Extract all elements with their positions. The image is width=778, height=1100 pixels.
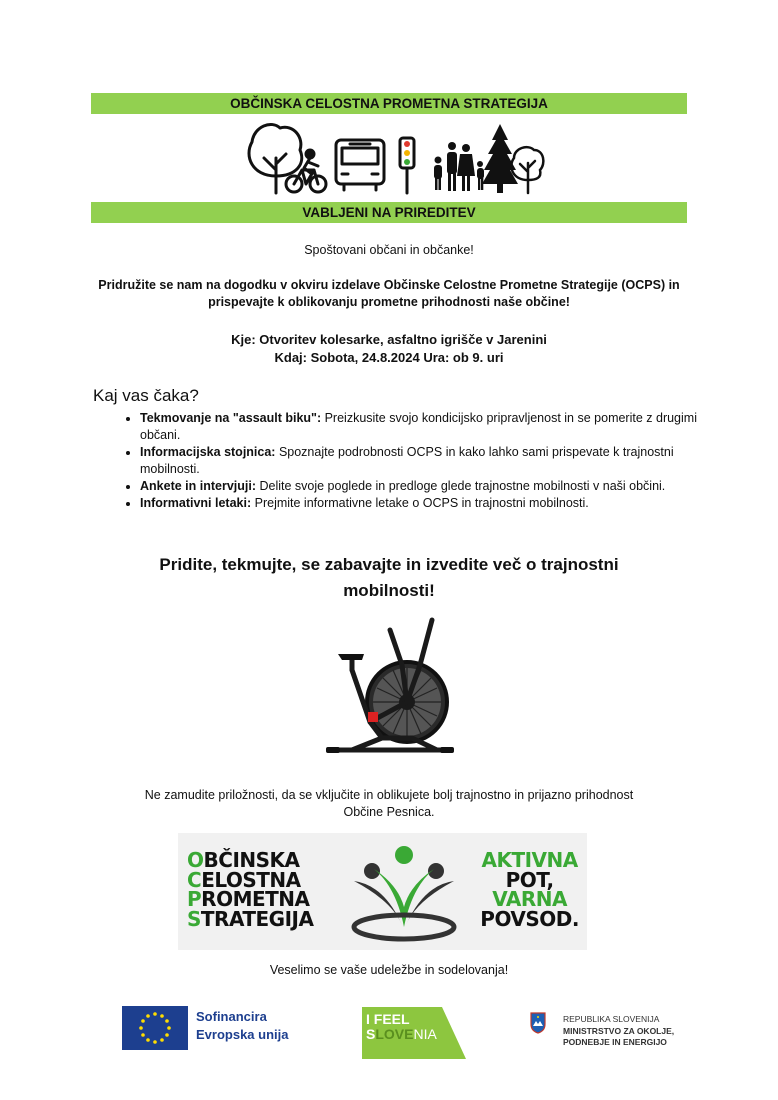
section-title: Kaj vas čaka?: [93, 386, 199, 405]
logo-word: BČINSKA: [203, 848, 300, 872]
logo-initial: S: [187, 906, 201, 931]
slogan: [60, 552, 718, 604]
i-feel-slovenia-logo: [362, 1007, 466, 1059]
event-details: [60, 331, 718, 367]
activities-list: [112, 410, 720, 512]
item-text: Prejmite informativne letake o OCPS in trajnostni mobilnosti.: [251, 496, 589, 510]
logo-word: ELOSTNA: [201, 867, 301, 892]
ocps-logo: [178, 833, 587, 950]
eu-flag-icon: [122, 1006, 188, 1050]
ministry-text: [563, 1014, 674, 1049]
logo-slogan-line: POT,: [505, 867, 554, 892]
eu-line-1: Sofinancira: [196, 1009, 267, 1024]
assault-bike-image: [312, 610, 462, 762]
ifeel-nia: NIA: [413, 1026, 437, 1042]
item-title: Informativni letaki:: [140, 496, 252, 510]
item-title: Ankete in intervjuji:: [140, 479, 256, 493]
slogan-line-1: Pridite, tekmujte, se zabavajte in izvedite več o trajnostni: [159, 555, 619, 574]
item-title: Informacijska stojnica:: [140, 445, 276, 459]
thanks-text: Veselimo se vaše udeležbe in sodelovanja!: [269, 963, 509, 977]
ministry-line-1: REPUBLIKA SLOVENIJA: [563, 1014, 660, 1024]
ifeel-line-1: I FEEL: [366, 1011, 410, 1027]
logo-word: ROMETNA: [201, 887, 310, 911]
list-item: [140, 495, 720, 512]
ministry-line-2: MINISTRSTVO ZA OKOLJE,: [563, 1025, 675, 1036]
closing-text: [60, 787, 718, 821]
list-item: [140, 410, 720, 444]
event-where: Kje: Otvoritev kolesarke, asfaltno igrišče v Jarenini: [231, 332, 547, 347]
intro-line-1: Pridružite se nam na dogodku v okviru izdelave Občinske Celostne Prometne Strategije (OCPS) in: [98, 278, 680, 292]
intro-line-2: prispevajte k oblikovanju prometne prihodnosti naše občine!: [208, 295, 570, 309]
logo-slogan-line: AKTIVNA: [481, 848, 578, 872]
ifeel-love: LOVE: [375, 1026, 414, 1042]
slovenia-coat-of-arms-icon: [530, 1012, 546, 1034]
closing-line-2: Občine Pesnica.: [343, 805, 435, 819]
ocps-logo-text: [187, 848, 314, 931]
ifeel-line-2: [366, 1027, 437, 1042]
tree-small-icon: [511, 147, 543, 193]
logo-initial: C: [187, 867, 202, 892]
item-text: Preizkusite svojo kondicijsko pripravljenost in se pomerite z drugimi občani.: [140, 411, 697, 442]
item-text: Delite svoje poglede in predloge glede trajnostne mobilnosti v naši občini.: [256, 479, 666, 493]
ifeel-s: S: [366, 1026, 376, 1042]
slogan-line-2: mobilnosti!: [343, 581, 435, 600]
eu-cofunding-text: [196, 1008, 288, 1044]
bus-icon: [336, 140, 384, 190]
item-text: Spoznajte podrobnosti OCPS in kako lahko sami prispevate k trajnostni mobilnosti.: [140, 445, 674, 476]
logo-slogan-line: POVSOD.: [480, 906, 579, 931]
eu-line-2: Evropska unija: [196, 1027, 289, 1042]
list-item: [140, 478, 720, 495]
logo-initial: P: [187, 887, 202, 911]
closing-line-1: Ne zamudite priložnosti, da se vključite in oblikujete bolj trajnostno in prijazno prihodnost: [144, 788, 634, 802]
header-band: OBČINSKA CELOSTNA PROMETNA STRATEGIJA: [91, 93, 687, 114]
item-title: Tekmovanje na "assault biku":: [140, 411, 322, 425]
ministry-line-3: PODNEBJE IN ENERGIJO: [563, 1037, 667, 1047]
ocps-slogan: [480, 848, 579, 931]
event-when: Kdaj: Sobota, 24.8.2024 Ura: ob 9. uri: [274, 350, 504, 365]
logo-word: TRATEGIJA: [200, 906, 314, 931]
list-item: [140, 444, 720, 478]
people-logo-icon: [344, 841, 464, 945]
mobility-icons-strip: [238, 118, 546, 196]
logo-slogan-line: VARNA: [492, 887, 567, 911]
family-icon: [434, 142, 484, 191]
greeting: Spoštovani občani in občanke!: [304, 243, 474, 257]
invite-band: VABLJENI NA PRIREDITEV: [91, 202, 687, 223]
intro-text: [60, 277, 718, 311]
logo-initial: O: [187, 848, 204, 872]
